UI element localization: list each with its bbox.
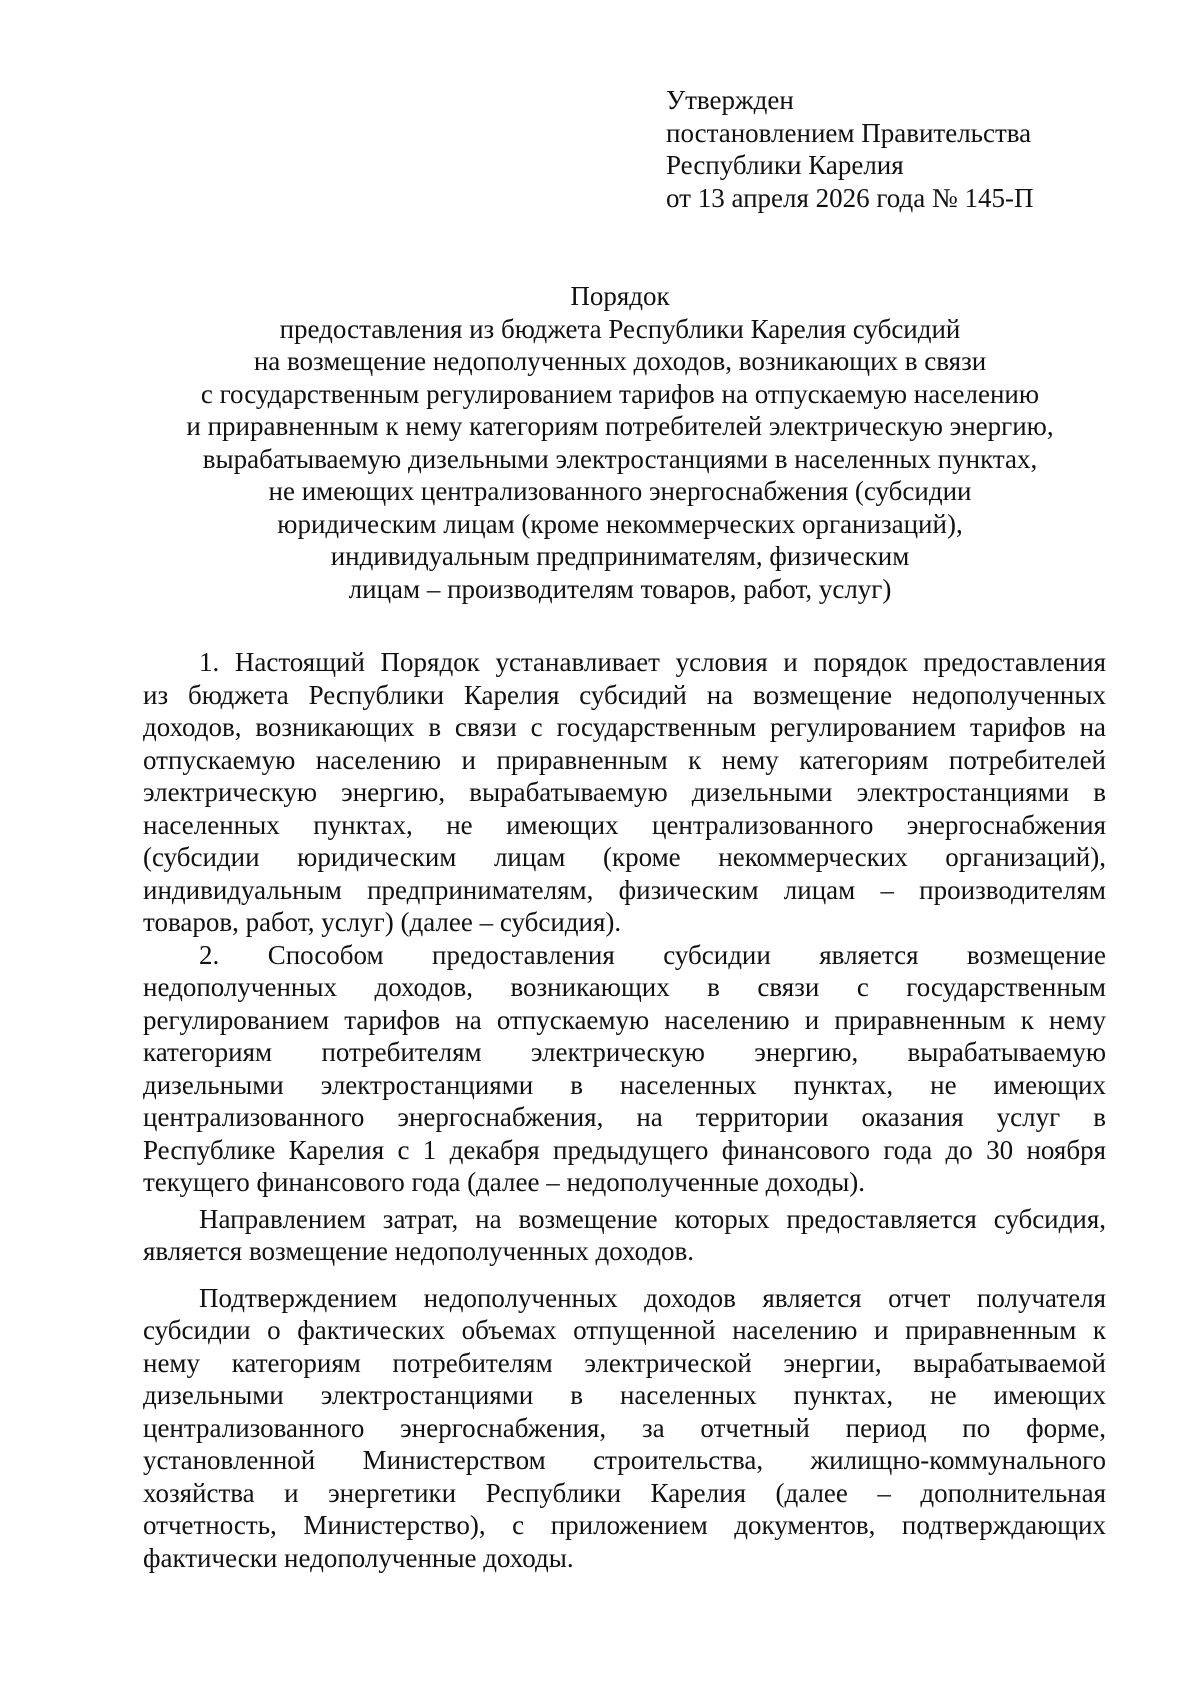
text-line: отчетность, Министерство), с приложением документов, подтверждающих <box>143 1510 1106 1540</box>
paragraph-2 <box>143 939 1106 1199</box>
text-line: доходов, возникающих в связи с государственным регулированием тарифов на <box>143 712 1106 742</box>
text-line: индивидуальным предпринимателям, физическим лицам – производителям <box>143 874 1106 905</box>
text-line: Республике Карелия с 1 декабря предыдущего финансового года до 30 ноября <box>143 1134 1106 1165</box>
heading-line: вырабатываемую дизельными электростанциями в населенных пунктах, <box>202 443 1038 474</box>
heading-line: предоставления из бюджета Республики Карелия субсидий <box>279 313 961 344</box>
text-line: фактически недополученные доходы. <box>143 1542 574 1573</box>
document-heading <box>140 280 1100 605</box>
text-line: электрическую энергию, вырабатываемую дизельными электростанциями в <box>143 777 1106 807</box>
text-line: централизованного энергоснабжения, на территории оказания услуг в <box>143 1102 1106 1132</box>
text-line: установленной Министерством строительства, жилищно-коммунального <box>143 1445 1106 1475</box>
text-line: отпускаемую населению и приравненным к нему категориям потребителей <box>143 744 1106 775</box>
paragraph-1 <box>143 646 1106 939</box>
heading-line: лицам – производителям товаров, работ, услуг) <box>348 573 892 604</box>
text-line: (субсидии юридическим лицам (кроме некоммерческих организаций), <box>143 842 1106 872</box>
text-line: Подтверждением недополученных доходов является отчет получателя <box>199 1282 1106 1313</box>
text-line: товаров, работ, услуг) (далее – субсидия). <box>143 907 622 937</box>
text-line: недополученных доходов, возникающих в связи с государственным <box>143 972 1106 1002</box>
approval-line: от 13 апреля 2026 года № 145-П <box>666 182 1034 213</box>
approval-line: Утвержден <box>666 85 794 115</box>
document-body <box>143 646 1106 1574</box>
text-line: из бюджета Республики Карелия субсидий на возмещение недополученных <box>143 679 1106 710</box>
paragraph-3 <box>143 1203 1106 1268</box>
heading-line: индивидуальным предпринимателям, физическим <box>330 541 910 571</box>
text-line: 2. Способом предоставления субсидии является возмещение <box>199 939 1106 970</box>
text-line: субсидии о фактических объемах отпущенной населению и приравненным к <box>143 1315 1106 1345</box>
text-line: централизованного энергоснабжения, за отчетный период по форме, <box>143 1412 1106 1443</box>
approval-stamp <box>666 84 1034 214</box>
heading-line: на возмещение недополученных доходов, возникающих в связи <box>253 346 987 376</box>
text-line: регулированием тарифов на отпускаемую населению и приравненным к нему <box>143 1004 1106 1035</box>
text-line: является возмещение недополученных доходов. <box>143 1236 695 1266</box>
approval-line: Республики Карелия <box>666 150 904 180</box>
text-line: Направлением затрат, на возмещение которых предоставляется субсидия, <box>199 1203 1106 1234</box>
text-line: категориям потребителям электрическую энергию, вырабатываемую <box>143 1037 1106 1067</box>
heading-line: и приравненным к нему категориям потребителей электрическую энергию, <box>186 411 1054 441</box>
text-line: дизельными электростанциями в населенных пунктах, не имеющих <box>143 1069 1106 1100</box>
approval-line: постановлением Правительства <box>666 117 1032 148</box>
heading-line: не имеющих централизованного энергоснабжения (субсидии <box>268 476 972 506</box>
document-title: Порядок <box>570 281 670 311</box>
text-line: текущего финансового года (далее – недополученные доходы). <box>143 1167 866 1197</box>
paragraph-4 <box>143 1282 1106 1575</box>
text-line: 1. Настоящий Порядок устанавливает условия и порядок предоставления <box>199 647 1106 677</box>
heading-line: юридическим лицам (кроме некоммерческих организаций), <box>277 508 963 539</box>
text-line: хозяйства и энергетики Республики Карелия (далее – дополнительная <box>143 1477 1106 1508</box>
heading-line: с государственным регулированием тарифов на отпускаемую населению <box>200 378 1040 409</box>
text-line: нему категориям потребителям электрической энергии, вырабатываемой <box>143 1347 1106 1378</box>
text-line: дизельными электростанциями в населенных пунктах, не имеющих <box>143 1380 1106 1410</box>
text-line: населенных пунктах, не имеющих централизованного энергоснабжения <box>143 809 1106 840</box>
